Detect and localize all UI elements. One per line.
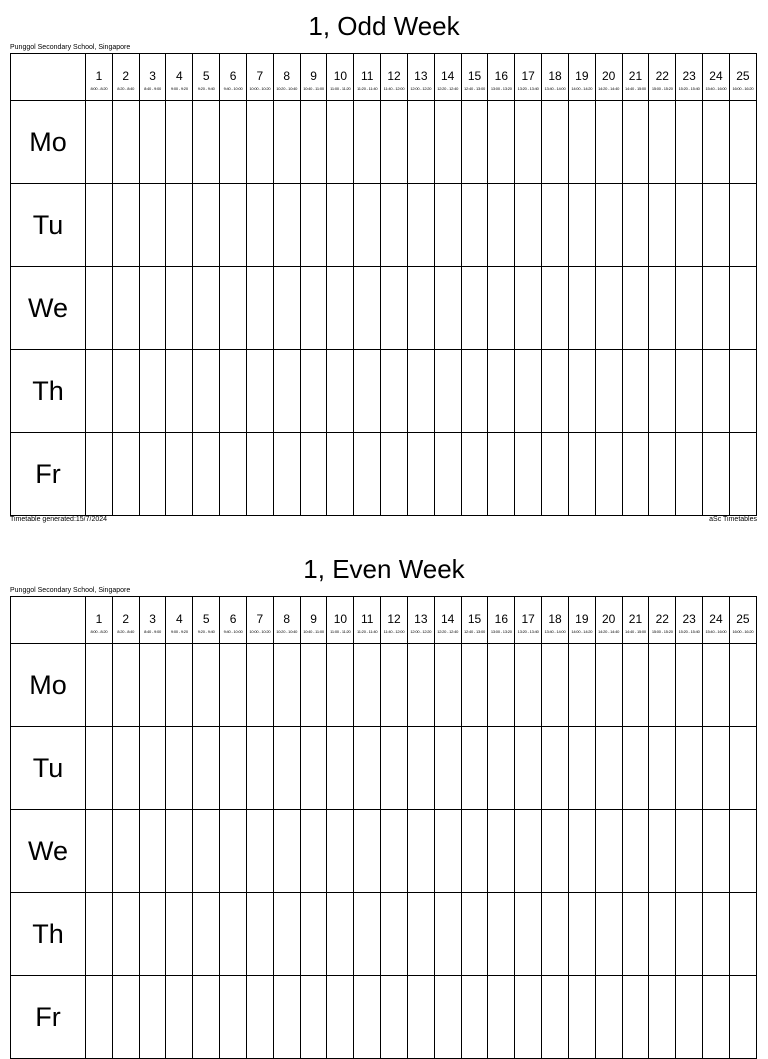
timetable-cell[interactable] — [300, 644, 327, 727]
period-time: 16:00 - 16:20 — [732, 86, 754, 91]
period-number: 22 — [655, 69, 669, 83]
period-time: 10:20 - 10:40 — [276, 629, 298, 634]
timetable-cell[interactable] — [434, 893, 461, 976]
timetable-cell[interactable] — [381, 644, 408, 727]
timetable-grid — [10, 596, 757, 1059]
timetable-cell[interactable] — [729, 893, 756, 976]
timetable-cell[interactable] — [434, 810, 461, 893]
period-number: 22 — [655, 612, 669, 626]
day-label: We — [11, 267, 86, 350]
period-time: 11:00 - 11:20 — [330, 629, 351, 634]
timetable-cell[interactable] — [622, 727, 649, 810]
period-time: 9:00 - 9:20 — [170, 629, 188, 634]
timetable-cell[interactable] — [193, 810, 220, 893]
timetable-cell[interactable] — [461, 893, 488, 976]
timetable-cell[interactable] — [649, 644, 676, 727]
timetable-cell[interactable] — [649, 810, 676, 893]
timetable-cell[interactable] — [193, 727, 220, 810]
period-header — [434, 597, 461, 644]
period-time: 9:40 - 10:00 — [223, 629, 243, 634]
timetable-cell[interactable] — [595, 976, 622, 1059]
period-time: 15:20 - 15:40 — [678, 629, 700, 634]
period-number: 9 — [310, 69, 317, 83]
period-header — [300, 597, 327, 644]
day-label: Fr — [11, 433, 86, 516]
timetable-cell[interactable] — [166, 644, 193, 727]
period-number: 25 — [736, 69, 750, 83]
period-number: 20 — [601, 612, 616, 626]
period-header — [622, 597, 649, 644]
day-row — [11, 644, 757, 727]
period-number: 6 — [229, 612, 237, 626]
period-header — [515, 597, 542, 644]
period-number: 1 — [95, 69, 103, 83]
period-number: 8 — [283, 612, 291, 626]
period-number: 9 — [310, 612, 317, 626]
timetable-cell[interactable] — [542, 976, 569, 1059]
timetable-cell[interactable] — [246, 810, 273, 893]
day-label: We — [11, 810, 86, 893]
timetable-cell[interactable] — [112, 810, 139, 893]
timetable-cell[interactable] — [515, 810, 542, 893]
period-time: 8:40 - 9:00 — [144, 86, 162, 91]
corner-cell — [11, 597, 86, 644]
timetable-cell[interactable] — [542, 893, 569, 976]
period-time: 8:00 - 8:20 — [90, 629, 108, 634]
period-number: 8 — [283, 69, 291, 83]
school-name: Punggol Secondary School, Singapore — [10, 44, 131, 51]
period-number: 12 — [387, 69, 401, 83]
period-number: 16 — [494, 612, 509, 626]
period-time: 13:40 - 14:00 — [544, 86, 566, 91]
timetable-cell[interactable] — [676, 727, 703, 810]
period-number: 12 — [387, 612, 401, 626]
period-number: 3 — [149, 612, 156, 626]
period-number: 14 — [441, 69, 455, 83]
timetable-cell[interactable] — [220, 727, 247, 810]
period-time: 12:20 - 12:40 — [437, 86, 459, 91]
period-time: 14:40 - 15:00 — [624, 86, 646, 91]
timetable-cell[interactable] — [622, 644, 649, 727]
timetable-cell[interactable] — [407, 976, 434, 1059]
period-time: 12:40 - 13:00 — [464, 86, 485, 91]
period-number: 5 — [202, 69, 210, 83]
period-number: 6 — [229, 69, 237, 83]
timetable-title: 1, Odd Week — [308, 11, 460, 41]
timetable-cell[interactable] — [595, 810, 622, 893]
period-number: 21 — [628, 69, 643, 83]
day-label: Tu — [11, 727, 86, 810]
timetable-cell[interactable] — [112, 893, 139, 976]
period-time: 15:40 - 16:00 — [705, 629, 727, 634]
period-number: 15 — [467, 69, 482, 83]
period-number: 25 — [736, 612, 750, 626]
period-time: 14:00 - 14:20 — [571, 86, 593, 91]
timetable-cell[interactable] — [193, 644, 220, 727]
timetable-cell[interactable] — [86, 644, 113, 727]
period-number: 7 — [256, 69, 264, 83]
timetable-cell[interactable] — [434, 644, 461, 727]
day-row — [11, 810, 757, 893]
school-name: Punggol Secondary School, Singapore — [10, 587, 131, 594]
timetable-cell[interactable] — [568, 727, 595, 810]
timetable-cell[interactable] — [407, 727, 434, 810]
period-header — [166, 597, 193, 644]
period-header — [112, 597, 139, 644]
period-header — [649, 597, 676, 644]
period-number: 23 — [682, 69, 696, 83]
period-time: 9:40 - 10:00 — [223, 86, 243, 91]
period-time: 15:00 - 15:20 — [651, 629, 673, 634]
timetable-cell[interactable] — [300, 893, 327, 976]
timetable-cell[interactable] — [434, 727, 461, 810]
period-header — [729, 597, 756, 644]
day-row — [11, 976, 757, 1059]
period-time: 15:00 - 15:20 — [651, 86, 673, 91]
timetable-cell[interactable] — [327, 644, 354, 727]
timetable-cell[interactable] — [273, 810, 300, 893]
timetable-cell[interactable] — [434, 976, 461, 1059]
period-header — [703, 597, 730, 644]
timetable-cell[interactable] — [381, 976, 408, 1059]
timetable-cell[interactable] — [488, 644, 515, 727]
timetable-cell[interactable] — [354, 644, 381, 727]
period-time: 10:40 - 11:00 — [303, 86, 324, 91]
timetable-cell[interactable] — [542, 810, 569, 893]
period-header — [488, 597, 515, 644]
period-number: 3 — [149, 69, 156, 83]
timetable-cell[interactable] — [86, 893, 113, 976]
timetable-cell[interactable] — [407, 644, 434, 727]
period-time: 13:20 - 13:40 — [517, 629, 539, 634]
day-label: Th — [11, 350, 86, 433]
timetable-cell[interactable] — [542, 727, 569, 810]
period-header — [273, 597, 300, 644]
timetable-cell[interactable] — [649, 976, 676, 1059]
period-time: 8:20 - 8:40 — [117, 629, 135, 634]
timetable-cell[interactable] — [407, 810, 434, 893]
timetable-cell[interactable] — [327, 727, 354, 810]
day-rows — [11, 644, 757, 1059]
period-time: 11:40 - 12:00 — [383, 629, 405, 634]
period-time: 10:00 - 10:20 — [249, 86, 271, 91]
timetable-cell[interactable] — [407, 893, 434, 976]
software-credit: aSc Timetables — [709, 516, 757, 523]
period-header — [327, 597, 354, 644]
period-number: 15 — [467, 612, 482, 626]
timetable-cell[interactable] — [86, 810, 113, 893]
period-number: 14 — [441, 612, 455, 626]
timetable-cell[interactable] — [166, 810, 193, 893]
period-number: 13 — [414, 612, 428, 626]
period-time: 11:20 - 11:40 — [357, 86, 378, 91]
timetable-cell[interactable] — [676, 976, 703, 1059]
timetable-cell[interactable] — [703, 727, 730, 810]
period-number: 24 — [709, 69, 723, 83]
period-time: 13:00 - 13:20 — [490, 629, 512, 634]
timetable-cell[interactable] — [354, 810, 381, 893]
timetable-cell[interactable] — [649, 893, 676, 976]
timetable-cell[interactable] — [729, 810, 756, 893]
timetable-cell[interactable] — [273, 644, 300, 727]
period-header — [568, 597, 595, 644]
period-time: 16:00 - 16:20 — [732, 629, 754, 634]
timetable-cell[interactable] — [703, 893, 730, 976]
timetable-cell[interactable] — [488, 727, 515, 810]
timetable-cell[interactable] — [488, 976, 515, 1059]
timetable-cell[interactable] — [273, 976, 300, 1059]
timetable-cell[interactable] — [542, 644, 569, 727]
timetable-cell[interactable] — [381, 727, 408, 810]
period-header-row — [11, 597, 757, 644]
period-time: 14:20 - 14:40 — [598, 86, 620, 91]
timetable-cell[interactable] — [246, 727, 273, 810]
period-header — [381, 597, 408, 644]
timetable-cell[interactable] — [649, 727, 676, 810]
period-number: 16 — [494, 69, 509, 83]
timetable-cell[interactable] — [300, 727, 327, 810]
timetable-cell[interactable] — [327, 893, 354, 976]
timetable-cell[interactable] — [300, 810, 327, 893]
timetable-cell[interactable] — [515, 727, 542, 810]
timetable-cell[interactable] — [515, 644, 542, 727]
timetable-cell[interactable] — [354, 893, 381, 976]
timetable-cell[interactable] — [729, 644, 756, 727]
period-number: 19 — [575, 69, 589, 83]
period-header — [220, 597, 247, 644]
timetable-cell[interactable] — [246, 644, 273, 727]
period-header — [407, 597, 434, 644]
timetable-cell[interactable] — [300, 976, 327, 1059]
timetable-cell[interactable] — [166, 976, 193, 1059]
timetable-cell[interactable] — [354, 727, 381, 810]
timetable-cell[interactable] — [139, 976, 166, 1059]
timetable-cell[interactable] — [568, 976, 595, 1059]
period-number: 23 — [682, 612, 696, 626]
timetable-cell[interactable] — [327, 810, 354, 893]
timetable-cell[interactable] — [86, 727, 113, 810]
timetable-cell[interactable] — [461, 976, 488, 1059]
timetable-cell[interactable] — [703, 810, 730, 893]
period-number: 19 — [575, 612, 589, 626]
period-number: 4 — [176, 69, 183, 83]
day-label: Mo — [11, 101, 86, 184]
timetable-cell[interactable] — [112, 976, 139, 1059]
timetable-cell[interactable] — [139, 727, 166, 810]
timetable-cell[interactable] — [381, 893, 408, 976]
timetable-cell[interactable] — [515, 893, 542, 976]
period-time: 9:00 - 9:20 — [170, 86, 188, 91]
timetable-cell[interactable] — [568, 644, 595, 727]
period-number: 10 — [333, 69, 348, 83]
period-time: 15:20 - 15:40 — [678, 86, 700, 91]
day-label: Mo — [11, 644, 86, 727]
timetable-cell[interactable] — [273, 727, 300, 810]
period-time: 13:20 - 13:40 — [517, 86, 539, 91]
period-number: 7 — [256, 612, 264, 626]
period-header — [86, 597, 113, 644]
timetable-cell[interactable] — [166, 727, 193, 810]
timetable-cell[interactable] — [220, 893, 247, 976]
period-number: 18 — [548, 69, 562, 83]
timetable-cell[interactable] — [166, 893, 193, 976]
period-number: 13 — [414, 69, 428, 83]
timetable-cell[interactable] — [139, 810, 166, 893]
period-number: 2 — [122, 612, 130, 626]
period-number: 18 — [548, 612, 562, 626]
timetable-cell[interactable] — [729, 976, 756, 1059]
day-label: Th — [11, 893, 86, 976]
timetable-cell[interactable] — [622, 976, 649, 1059]
timetable-cell[interactable] — [220, 810, 247, 893]
timetable-cell[interactable] — [461, 727, 488, 810]
period-number: 10 — [333, 612, 348, 626]
timetable-cell[interactable] — [327, 976, 354, 1059]
period-time: 8:40 - 9:00 — [144, 629, 162, 634]
period-header — [139, 597, 166, 644]
timetable-cell[interactable] — [622, 893, 649, 976]
period-time: 12:00 - 12:20 — [410, 629, 432, 634]
period-time: 10:40 - 11:00 — [303, 629, 324, 634]
timetable-cell[interactable] — [595, 893, 622, 976]
timetable-cell[interactable] — [246, 976, 273, 1059]
timetable-cell[interactable] — [461, 810, 488, 893]
timetable-cell[interactable] — [568, 893, 595, 976]
timetable-cell[interactable] — [595, 727, 622, 810]
period-header — [542, 597, 569, 644]
period-number: 5 — [202, 612, 210, 626]
timetable-title: 1, Even Week — [303, 554, 465, 584]
timetable-cell[interactable] — [273, 893, 300, 976]
timetable-cell[interactable] — [193, 893, 220, 976]
timetable-cell[interactable] — [220, 976, 247, 1059]
period-number: 11 — [360, 69, 374, 83]
period-header — [676, 597, 703, 644]
timetable-cell[interactable] — [461, 644, 488, 727]
timetable-cell[interactable] — [729, 727, 756, 810]
generated-date: Timetable generated:15/7/2024 — [10, 516, 108, 523]
period-number: 11 — [360, 612, 374, 626]
period-number: 21 — [628, 612, 643, 626]
timetable-cell[interactable] — [676, 810, 703, 893]
period-time: 10:00 - 10:20 — [249, 629, 271, 634]
timetable-cell[interactable] — [568, 810, 595, 893]
timetable-cell[interactable] — [193, 976, 220, 1059]
period-time: 12:00 - 12:20 — [410, 86, 432, 91]
period-time: 9:20 - 9:40 — [197, 86, 215, 91]
period-time: 11:20 - 11:40 — [357, 629, 378, 634]
timetable-cell[interactable] — [703, 644, 730, 727]
period-number: 17 — [521, 612, 535, 626]
timetable-cell[interactable] — [86, 976, 113, 1059]
period-time: 14:20 - 14:40 — [598, 629, 620, 634]
period-time: 13:40 - 14:00 — [544, 629, 566, 634]
period-time: 12:40 - 13:00 — [464, 629, 485, 634]
timetable-cell[interactable] — [112, 727, 139, 810]
timetable-cell[interactable] — [676, 644, 703, 727]
period-time: 8:20 - 8:40 — [117, 86, 135, 91]
period-header — [595, 597, 622, 644]
period-header — [193, 597, 220, 644]
period-number: 20 — [601, 69, 616, 83]
period-time: 12:20 - 12:40 — [437, 629, 459, 634]
period-header — [246, 597, 273, 644]
timetable-cell[interactable] — [381, 810, 408, 893]
timetable-cell[interactable] — [676, 893, 703, 976]
day-row — [11, 727, 757, 810]
day-label: Fr — [11, 976, 86, 1059]
period-header — [354, 597, 381, 644]
day-label: Tu — [11, 184, 86, 267]
period-time: 13:00 - 13:20 — [490, 86, 512, 91]
timetable-cell[interactable] — [488, 893, 515, 976]
timetable-cell[interactable] — [112, 644, 139, 727]
timetable-cell[interactable] — [703, 976, 730, 1059]
period-number: 2 — [122, 69, 130, 83]
period-number: 24 — [709, 612, 723, 626]
period-time: 8:00 - 8:20 — [90, 86, 108, 91]
timetable-cell[interactable] — [220, 644, 247, 727]
period-time: 11:40 - 12:00 — [383, 86, 405, 91]
timetable-cell[interactable] — [354, 976, 381, 1059]
period-time: 9:20 - 9:40 — [197, 629, 215, 634]
period-time: 14:40 - 15:00 — [624, 629, 646, 634]
timetable-cell[interactable] — [595, 644, 622, 727]
period-number: 17 — [521, 69, 535, 83]
period-header — [461, 597, 488, 644]
timetable-cell[interactable] — [139, 644, 166, 727]
period-number: 1 — [95, 612, 103, 626]
period-time: 11:00 - 11:20 — [330, 86, 351, 91]
timetable-cell[interactable] — [488, 810, 515, 893]
period-number: 4 — [176, 612, 183, 626]
timetable-cell[interactable] — [139, 893, 166, 976]
timetable-cell[interactable] — [515, 976, 542, 1059]
period-time: 14:00 - 14:20 — [571, 629, 593, 634]
period-time: 15:40 - 16:00 — [705, 86, 727, 91]
day-row — [11, 893, 757, 976]
timetable-cell[interactable] — [622, 810, 649, 893]
period-time: 10:20 - 10:40 — [276, 86, 298, 91]
timetable-cell[interactable] — [246, 893, 273, 976]
